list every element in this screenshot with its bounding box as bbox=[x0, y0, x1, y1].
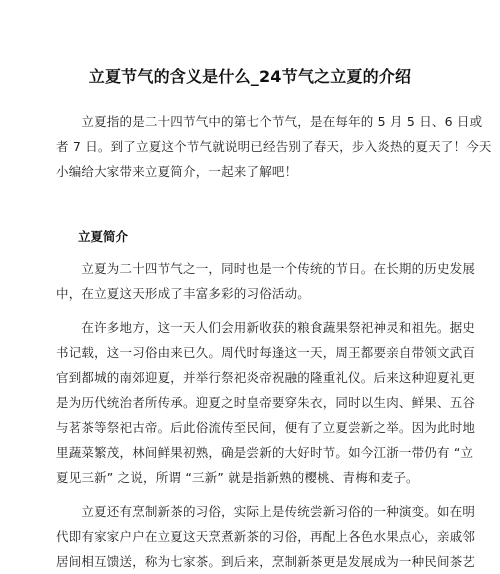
body-paragraph-1 bbox=[56, 256, 476, 306]
paragraph-line: 立夏指的是二十四节气中的第七个节气，是在每年的 5 月 5 日、6 日或 bbox=[56, 114, 483, 129]
paragraph-line: 小编给大家带来立夏简介，一起来了解吧！ bbox=[56, 164, 298, 179]
article-title: 立夏节气的含义是什么_24节气之立夏的介绍 bbox=[88, 67, 412, 86]
intro-paragraph bbox=[56, 109, 492, 184]
paragraph-line: 立夏为二十四节气之一，同时也是一个传统的节日。在长期的历史发展 bbox=[56, 261, 476, 276]
paragraph-line: 官到都城的南郊迎夏，并举行祭祀炎帝祝融的隆重礼仪。后来这种迎夏礼更 bbox=[56, 370, 476, 385]
body-paragraph-3 bbox=[56, 499, 476, 574]
paragraph-line: 在许多地方，这一天人们会用新收获的粮食蔬果祭祀神灵和祖先。据史 bbox=[56, 320, 476, 335]
paragraph-line: 夏见三新” 之说，所谓 “三新” 就是指新熟的樱桃、青梅和麦子。 bbox=[56, 470, 419, 485]
paragraph-line: 中，在立夏这天形成了丰富多彩的习俗活动。 bbox=[56, 286, 311, 301]
paragraph-line: 里蔬菜繁茂，林间鲜果初熟，确是尝新的大好时节。如今江浙一带仍有 “立 bbox=[56, 445, 474, 460]
paragraph-line: 书记载，这一习俗由来已久。周代时每逢这一天，周王都要亲自带领文武百 bbox=[56, 345, 476, 360]
paragraph-line: 是为历代统治者所传承。迎夏之时皇帝要穿朱衣，同时以生肉、鲜果、五谷 bbox=[56, 395, 476, 410]
section-heading: 立夏简介 bbox=[78, 229, 129, 244]
body-paragraph-2 bbox=[56, 315, 476, 490]
paragraph-line: 居间相互馈送，称为七家茶。到后来，烹制新茶更是发展成为一种民间茶艺 bbox=[56, 554, 476, 569]
paragraph-line: 代即有家家户户在立夏这天烹煮新茶的习俗，再配上各色水果点心，亲戚邻 bbox=[56, 529, 476, 544]
paragraph-line: 立夏还有烹制新茶的习俗，实际上是传统尝新习俗的一种演变。如在明 bbox=[56, 504, 476, 519]
paragraph-line: 者 7 日。到了立夏这个节气就说明已经告别了春天，步入炎热的夏天了！今天 bbox=[56, 139, 492, 154]
paragraph-line: 与茗茶等祭祀古帝。后此俗流传至民间，便有了立夏尝新之举。因为此时地 bbox=[56, 420, 476, 435]
